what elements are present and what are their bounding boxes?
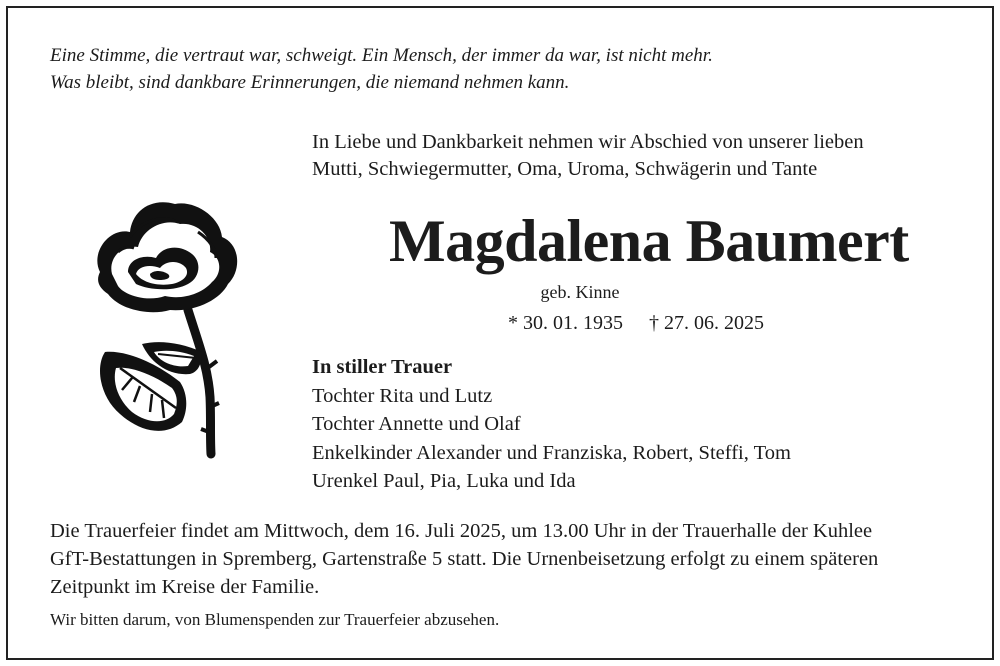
intro-text	[312, 129, 864, 183]
mourner-line: Urenkel Paul, Pia, Luka und Ida	[312, 470, 576, 492]
mourner-line: Enkelkinder Alexander und Franziska, Robert, Steffi, Tom	[312, 441, 791, 464]
birth-name: geb. Kinne	[540, 282, 620, 302]
mourners-list	[312, 353, 791, 496]
deceased-name: Magdalena Baumert	[389, 208, 909, 274]
birth-date: * 30. 01. 1935	[508, 312, 623, 334]
life-dates	[508, 310, 764, 336]
ceremony-line: GfT-Bestattungen in Spremberg, Gartenstraße 5 statt. Die Urnenbeisetzung erfolgt zu einem späteren	[50, 548, 879, 570]
mourner-line: Tochter Annette und Olaf	[312, 413, 521, 435]
intro-line-2: Mutti, Schwiegermutter, Oma, Uroma, Schwägerin und Tante	[312, 158, 818, 180]
mourner-line: Tochter Rita und Lutz	[312, 384, 493, 407]
rose-icon	[70, 192, 250, 462]
mourners-heading: In stiller Trauer	[312, 356, 453, 378]
flower-request: Wir bitten darum, von Blumenspenden zur Trauerfeier abzusehen.	[50, 610, 500, 629]
motto-line-2: Was bleibt, sind dankbare Erinnerungen, die niemand nehmen kann.	[50, 72, 570, 93]
motto-quote	[50, 42, 713, 96]
ceremony-info	[50, 517, 878, 601]
motto-line-1: Eine Stimme, die vertraut war, schweigt. Ein Mensch, der immer da war, ist nicht mehr.	[50, 45, 713, 66]
death-date: † 27. 06. 2025	[649, 312, 764, 334]
ceremony-line: Die Trauerfeier findet am Mittwoch, dem 16. Juli 2025, um 13.00 Uhr in der Trauerhalle der Kuhlee	[50, 520, 873, 542]
ceremony-line: Zeitpunkt im Kreise der Familie.	[50, 576, 320, 598]
intro-line-1: In Liebe und Dankbarkeit nehmen wir Abschied von unserer lieben	[312, 131, 864, 153]
